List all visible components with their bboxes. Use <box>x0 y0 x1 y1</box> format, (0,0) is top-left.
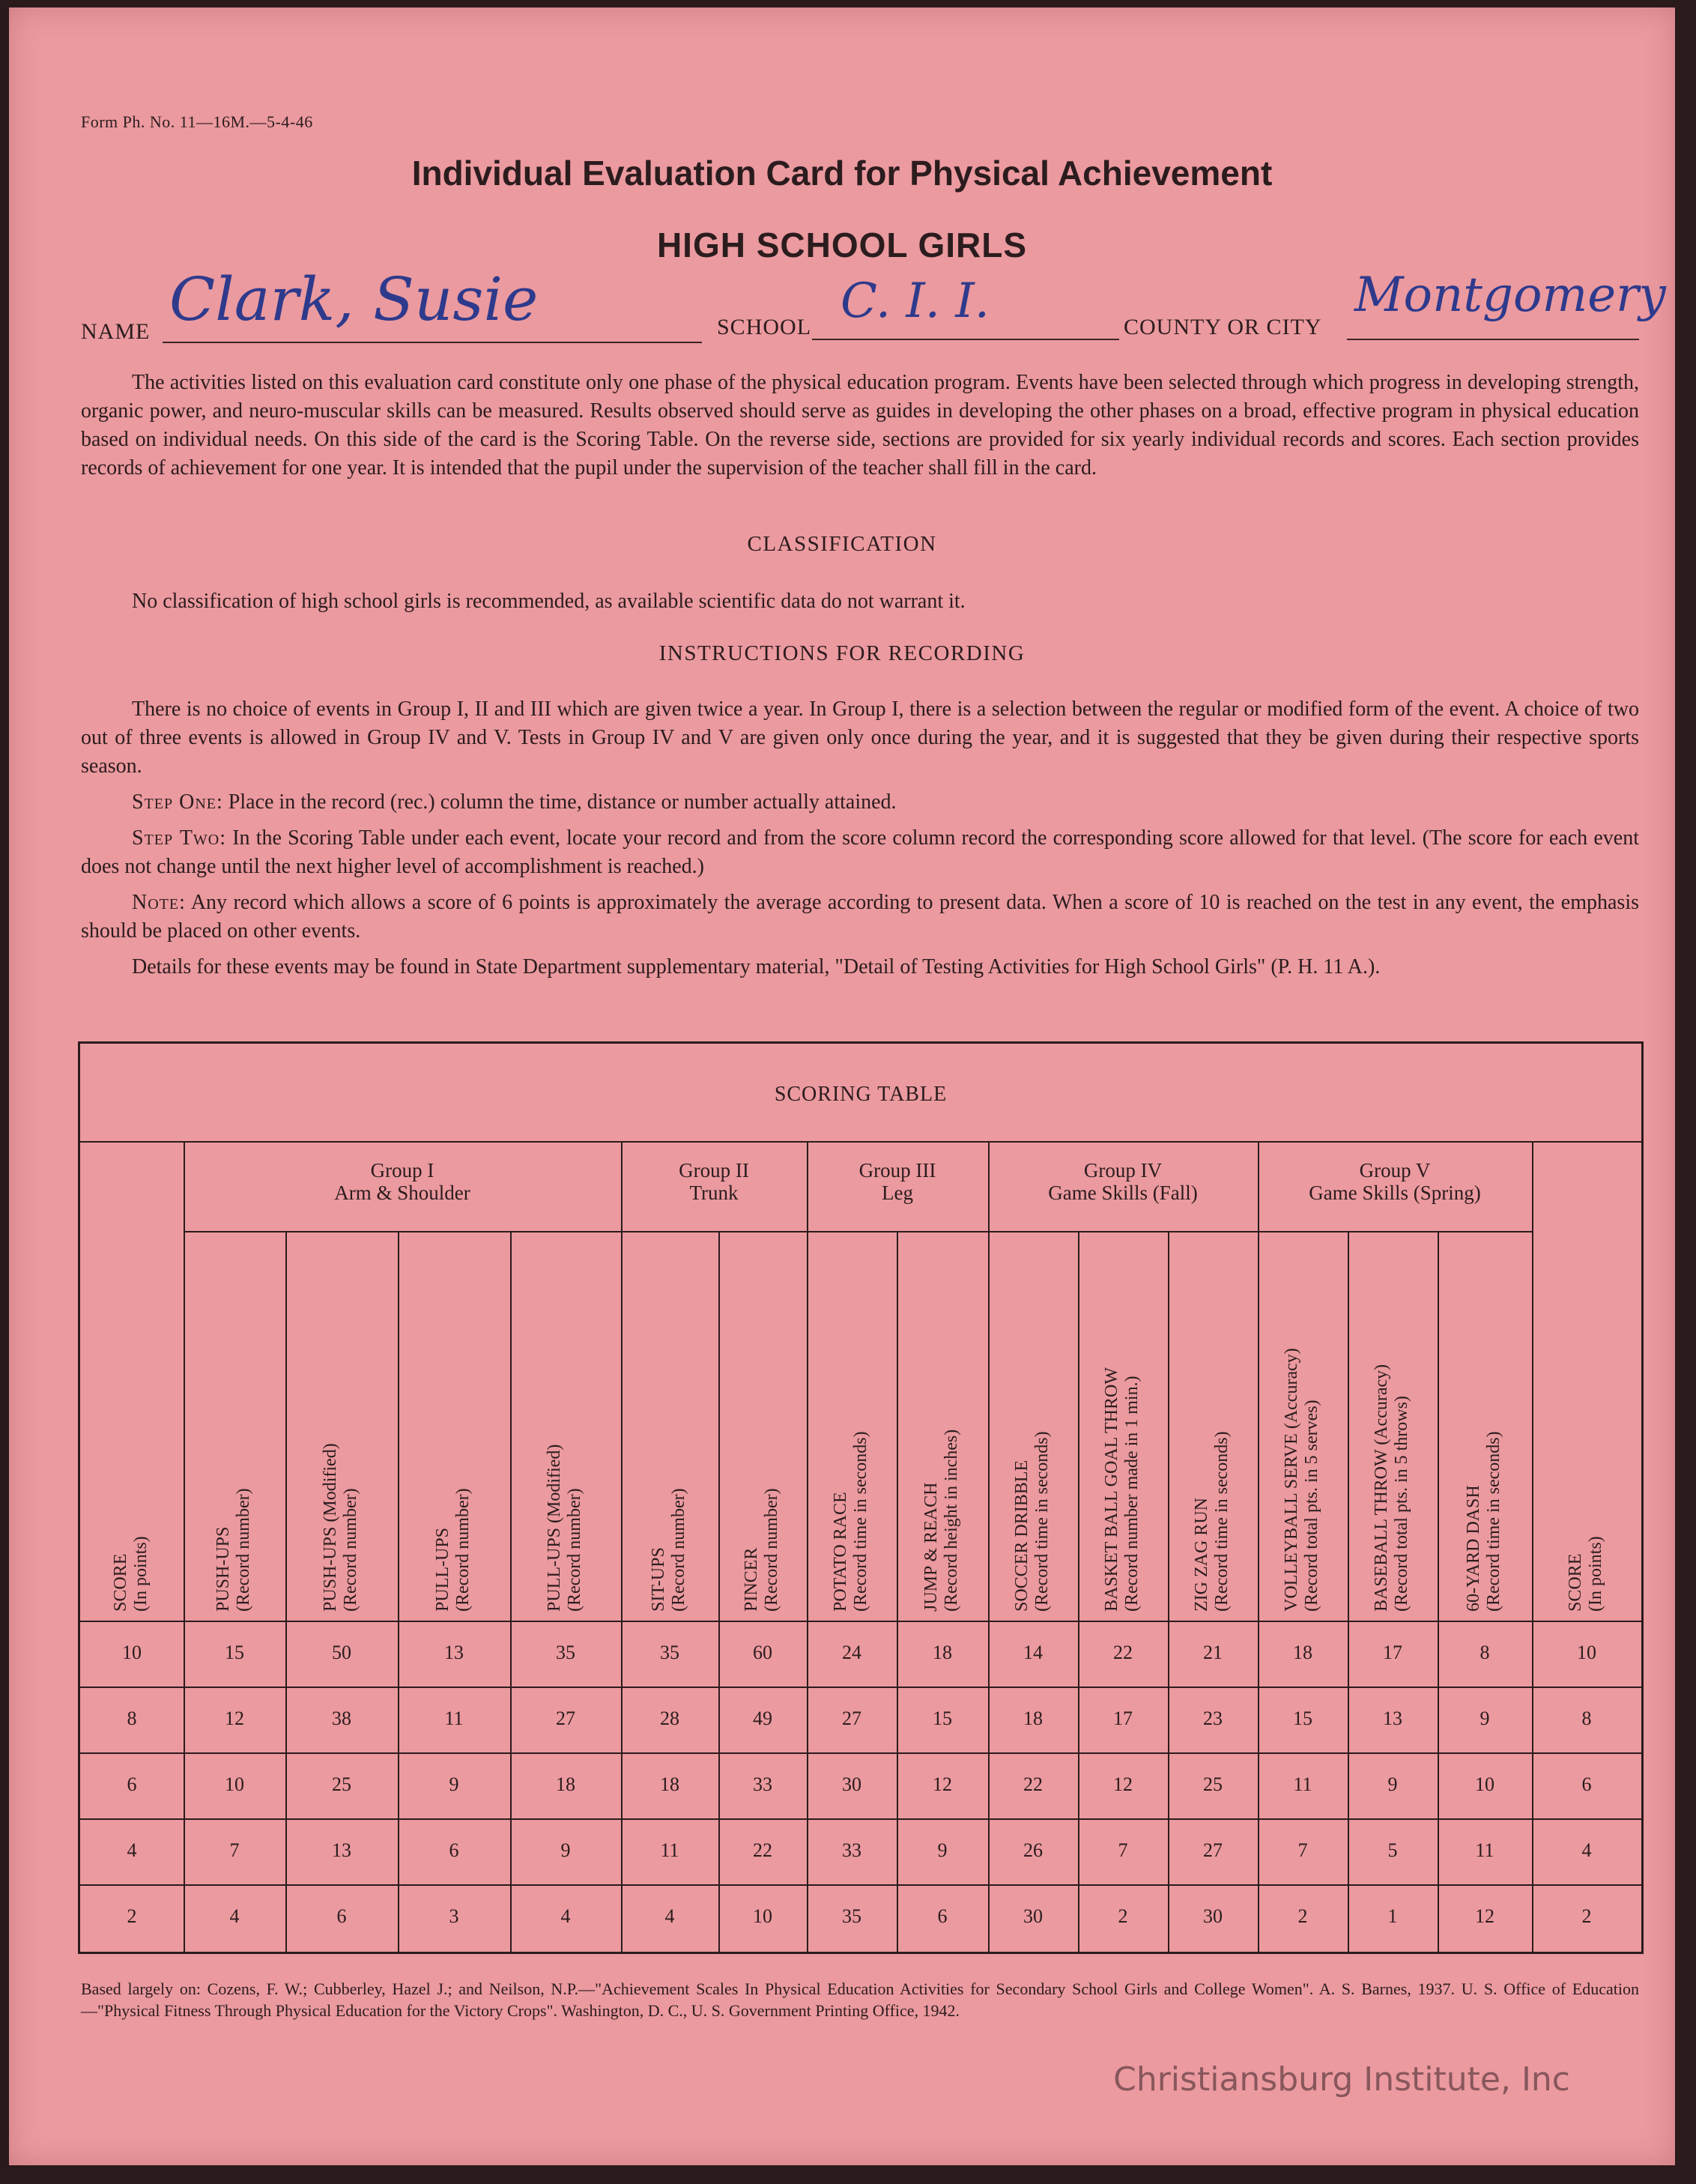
table-cell: 6 <box>449 1839 459 1861</box>
column-name: PINCER <box>742 1547 761 1612</box>
table-cell: 9 <box>560 1839 571 1861</box>
group-subtitle: Leg <box>882 1182 913 1204</box>
table-cell: 60 <box>753 1642 772 1663</box>
footnote: Based largely on: Cozens, F. W.; Cubberley, Hazel J.; and Neilson, N.P.—"Achievement Scales In Physical Education Activities for Secondary School Girls and College Women". A. S. Barnes, 1937. U. S. Office of Education—"Physical Fitness Through Physical Education for the Victory Crops". Washington, D. C., U. S. Government Printing Office, 1942. <box>81 1979 1639 2020</box>
group-subtitle: Arm & Shoulder <box>334 1182 470 1204</box>
table-cell: 21 <box>1203 1642 1223 1663</box>
step-two-text: In the Scoring Table under each event, locate your record and from the score column record the corresponding score allowed for that level. (The score for each event does not change until the next higher level of accomplishment is reached.) <box>81 826 1640 878</box>
column-unit: (Record number made in 1 min.) <box>1122 1376 1142 1612</box>
table-cell: 26 <box>1023 1839 1043 1861</box>
table-cell: 22 <box>753 1839 772 1861</box>
table-cell: 13 <box>332 1839 351 1861</box>
column-unit: (Record number) <box>669 1488 688 1612</box>
score-cell: 10 <box>122 1642 142 1663</box>
table-cell: 12 <box>933 1773 952 1795</box>
column-unit: (Record time in seconds) <box>1212 1431 1232 1612</box>
table-cell: 7 <box>1118 1839 1128 1861</box>
column-header-text <box>649 1488 689 1612</box>
table-cell: 10 <box>1475 1773 1494 1795</box>
table-cell: 33 <box>842 1839 861 1861</box>
column-name: 60-YARD DASH <box>1464 1485 1483 1612</box>
watermark: Christiansburg Institute, Inc <box>1113 2060 1570 2099</box>
column-unit: (Record time in seconds) <box>851 1431 870 1612</box>
group-header <box>807 1159 988 1204</box>
table-cell: 6 <box>336 1905 347 1927</box>
note-text: Any record which allows a score of 6 points is approximately the average according to present data. When a score of 10 is reached on the test in any event, the emphasis should be placed on other events. <box>81 891 1639 943</box>
column-name: PUSH-UPS (Modified) <box>321 1443 340 1612</box>
table-cell: 27 <box>1203 1839 1223 1861</box>
column-unit: (Record time in seconds) <box>1484 1431 1503 1612</box>
table-col-divider <box>1258 1141 1259 1952</box>
column-name: SOCCER DRIBBLE <box>1012 1459 1032 1612</box>
column-header-rule <box>80 1621 1641 1622</box>
table-cell: 4 <box>229 1905 240 1927</box>
table-cell: 49 <box>753 1707 772 1729</box>
table-cell: 33 <box>753 1773 772 1795</box>
table-cell: 25 <box>1203 1773 1223 1795</box>
column-name: BASKET BALL GOAL THROW <box>1102 1367 1121 1612</box>
table-cell: 7 <box>229 1839 240 1861</box>
group-name: Group III <box>858 1159 936 1182</box>
table-cell: 13 <box>1383 1707 1402 1729</box>
column-unit: (Record time in seconds) <box>1032 1431 1052 1612</box>
table-cell: 11 <box>444 1707 464 1729</box>
table-cell: 13 <box>444 1642 464 1663</box>
group-header <box>988 1159 1258 1204</box>
instructions-paragraph: There is no choice of events in Group I, II and III which are given twice a year. In Group I, there is a selection between the regular or modified form of the event. A choice of two out of three events is allowed in Group IV and V. Tests in Group IV and V are given only once during the year, and it is suggested that they be given during their respective sports season. <box>81 698 1639 778</box>
group-header <box>621 1159 807 1204</box>
column-unit: (Record total pts. in 5 serves) <box>1302 1400 1321 1612</box>
table-cell: 35 <box>842 1905 861 1927</box>
table-cell: 28 <box>660 1707 679 1729</box>
score-cell: 10 <box>1577 1642 1596 1663</box>
column-header-text <box>1282 1348 1322 1612</box>
column-name: VOLLEYBALL SERVE (Accuracy) <box>1282 1348 1301 1612</box>
table-cell: 30 <box>1203 1905 1223 1927</box>
column-name: PULL-UPS <box>433 1527 452 1612</box>
table-col-divider <box>184 1141 185 1952</box>
group-header <box>184 1159 621 1204</box>
group-name: Group IV <box>1083 1159 1163 1182</box>
column-unit: (Record height in inches) <box>942 1429 961 1612</box>
column-header-text <box>1372 1364 1412 1612</box>
table-cell: 7 <box>1297 1839 1308 1861</box>
table-cell: 35 <box>556 1642 575 1663</box>
note <box>81 889 1639 946</box>
table-cell: 11 <box>660 1839 679 1861</box>
step-two-label: Step Two: <box>132 826 227 850</box>
table-cell: 27 <box>556 1707 575 1729</box>
name-label: NAME <box>81 319 151 344</box>
table-cell: 3 <box>449 1905 459 1927</box>
table-cell: 18 <box>933 1642 952 1663</box>
score-cell: 2 <box>127 1905 137 1927</box>
column-header-text <box>1012 1431 1053 1612</box>
score-cell: 8 <box>127 1707 137 1729</box>
table-cell: 12 <box>1475 1905 1494 1927</box>
table-cell: 27 <box>842 1707 861 1729</box>
column-name: SCORE <box>111 1553 130 1612</box>
classification-text: No classification of high school girls is recommended, as available scientific data do not warrant it. <box>132 590 966 613</box>
column-header-text <box>1464 1431 1504 1612</box>
table-col-divider <box>1532 1141 1533 1952</box>
table-col-divider <box>988 1141 990 1952</box>
step-one <box>81 788 1639 817</box>
table-grid <box>80 1141 1641 1952</box>
table-col-divider <box>621 1141 623 1952</box>
table-cell: 18 <box>1293 1642 1312 1663</box>
classification-heading: CLASSIFICATION <box>747 532 937 556</box>
group-name: Group II <box>679 1159 749 1182</box>
county-label: COUNTY OR CITY <box>1124 315 1322 339</box>
score-cell: 4 <box>127 1839 137 1861</box>
table-cell: 11 <box>1475 1839 1494 1861</box>
table-cell: 9 <box>1387 1773 1398 1795</box>
table-cell: 35 <box>660 1642 679 1663</box>
table-col-divider <box>807 1141 808 1952</box>
group-subtitle: Trunk <box>689 1182 739 1204</box>
step-one-text: Place in the record (rec.) column the time, distance or number actually attained. <box>228 790 897 814</box>
table-cell: 18 <box>660 1773 679 1795</box>
table-cell: 10 <box>225 1773 244 1795</box>
column-header-text <box>921 1430 962 1612</box>
table-cell: 4 <box>664 1905 675 1927</box>
table-cell: 10 <box>753 1905 772 1927</box>
score-cell: 6 <box>127 1773 137 1795</box>
instructions-heading: INSTRUCTIONS FOR RECORDING <box>658 641 1026 665</box>
table-cell: 8 <box>1480 1642 1490 1663</box>
table-cell: 2 <box>1297 1905 1308 1927</box>
score-cell: 4 <box>1581 1839 1592 1861</box>
column-header-text <box>321 1443 361 1612</box>
school-handwritten: C. I. I. <box>841 273 990 329</box>
column-unit: (Record total pts. in 5 throws) <box>1392 1396 1411 1612</box>
table-cell: 1 <box>1387 1905 1398 1927</box>
column-unit: (Record number) <box>453 1488 473 1612</box>
score-cell: 2 <box>1581 1905 1592 1927</box>
column-name: PULL-UPS (Modified) <box>545 1444 564 1612</box>
table-cell: 30 <box>842 1773 861 1795</box>
group-name: Group I <box>370 1159 434 1182</box>
column-header-text <box>433 1488 473 1612</box>
table-cell: 15 <box>933 1707 952 1729</box>
scoring-table <box>78 1041 1644 1954</box>
column-name: PUSH-UPS <box>213 1526 233 1612</box>
column-name: JUMP & REACH <box>921 1482 941 1612</box>
table-row-rule <box>80 1687 1641 1688</box>
group-subtitle: Game Skills (Spring) <box>1309 1182 1481 1204</box>
column-name: SIT-UPS <box>649 1547 668 1612</box>
table-cell: 17 <box>1383 1642 1402 1663</box>
column-header-text <box>111 1536 151 1612</box>
details-paragraph: Details for these events may be found in State Department supplementary material, "Detail of Testing Activities for High School Girls" (P. H. 11 A.). <box>132 955 1381 978</box>
table-cell: 9 <box>449 1773 459 1795</box>
table-cell: 15 <box>1293 1707 1312 1729</box>
card-title: Individual Evaluation Card for Physical Achievement <box>411 154 1273 193</box>
scoring-table-title: SCORING TABLE <box>774 1083 948 1106</box>
column-header-text <box>1102 1367 1142 1612</box>
column-header-text <box>545 1445 585 1612</box>
form-number: Form Ph. No. 11—16M.—5-4-46 <box>81 112 313 131</box>
table-row-rule <box>80 1818 1641 1820</box>
school-underline <box>812 331 1119 340</box>
column-unit: (In points) <box>1586 1536 1605 1612</box>
table-cell: 18 <box>556 1773 575 1795</box>
group-subtitle: Game Skills (Fall) <box>1048 1182 1198 1204</box>
table-cell: 17 <box>1113 1707 1133 1729</box>
name-handwritten: Clark, Susie <box>169 264 539 334</box>
step-one-label: Step One: <box>132 790 223 814</box>
table-cell: 30 <box>1023 1905 1043 1927</box>
table-cell: 9 <box>937 1839 948 1861</box>
column-header-text <box>831 1431 871 1612</box>
column-unit: (Record number) <box>762 1488 781 1612</box>
table-cell: 22 <box>1113 1642 1133 1663</box>
score-cell: 8 <box>1581 1707 1592 1729</box>
column-name: ZIG ZAG RUN <box>1192 1498 1211 1612</box>
table-cell: 11 <box>1293 1773 1312 1795</box>
intro-paragraph: The activities listed on this evaluation card constitute only one phase of the physical education program. Events have been selected through which progress in developing strength, organic power, and neuro-muscular skills can be measured. Results observed should serve as guides in developing the other phases on a broad, effective program in physical education based on individual needs. On this side of the card is the Scoring Table. On the reverse side, sections are provided for six yearly individual records and scores. Each section provides records of achievement for one year. It is intended that the pupil under the supervision of the teacher shall fill in the card. <box>81 371 1639 480</box>
step-two <box>81 824 1639 881</box>
table-cell: 24 <box>842 1642 861 1663</box>
table-cell: 12 <box>1113 1773 1133 1795</box>
column-unit: (Record number) <box>234 1488 253 1612</box>
group-header-rule <box>184 1231 1532 1232</box>
column-unit: (In points) <box>131 1536 151 1612</box>
school-label: SCHOOL <box>717 315 812 339</box>
table-cell: 15 <box>225 1642 244 1663</box>
table-row-rule <box>80 1884 1641 1886</box>
table-cell: 22 <box>1023 1773 1043 1795</box>
card-subtitle: HIGH SCHOOL GIRLS <box>656 226 1028 264</box>
table-cell: 4 <box>560 1905 571 1927</box>
column-header-text <box>213 1488 254 1612</box>
table-cell: 38 <box>332 1707 351 1729</box>
table-cell: 14 <box>1023 1642 1043 1663</box>
column-unit: (Record number) <box>565 1488 584 1612</box>
column-unit: (Record number) <box>341 1488 360 1612</box>
evaluation-card <box>9 7 1675 2165</box>
column-header-text <box>742 1488 782 1612</box>
column-header-text <box>1566 1536 1606 1612</box>
county-handwritten: Montgomery <box>1354 267 1666 323</box>
column-header-text <box>1192 1431 1232 1612</box>
column-name: BASEBALL THROW (Accuracy) <box>1372 1364 1391 1612</box>
group-name: Group V <box>1359 1159 1431 1182</box>
county-underline <box>1347 331 1639 340</box>
column-name: SCORE <box>1566 1553 1585 1612</box>
table-cell: 23 <box>1203 1707 1223 1729</box>
table-row-rule <box>80 1752 1641 1754</box>
table-cell: 50 <box>332 1642 351 1663</box>
table-cell: 18 <box>1023 1707 1043 1729</box>
table-cell: 9 <box>1480 1707 1490 1729</box>
column-name: POTATO RACE <box>831 1492 850 1612</box>
group-header <box>1258 1159 1532 1204</box>
name-underline <box>163 334 702 343</box>
score-cell: 6 <box>1581 1773 1592 1795</box>
table-cell: 25 <box>332 1773 351 1795</box>
table-cell: 6 <box>937 1905 948 1927</box>
note-label: Note: <box>132 891 186 914</box>
table-cell: 2 <box>1118 1905 1128 1927</box>
table-cell: 12 <box>225 1707 244 1729</box>
table-cell: 5 <box>1387 1839 1398 1861</box>
